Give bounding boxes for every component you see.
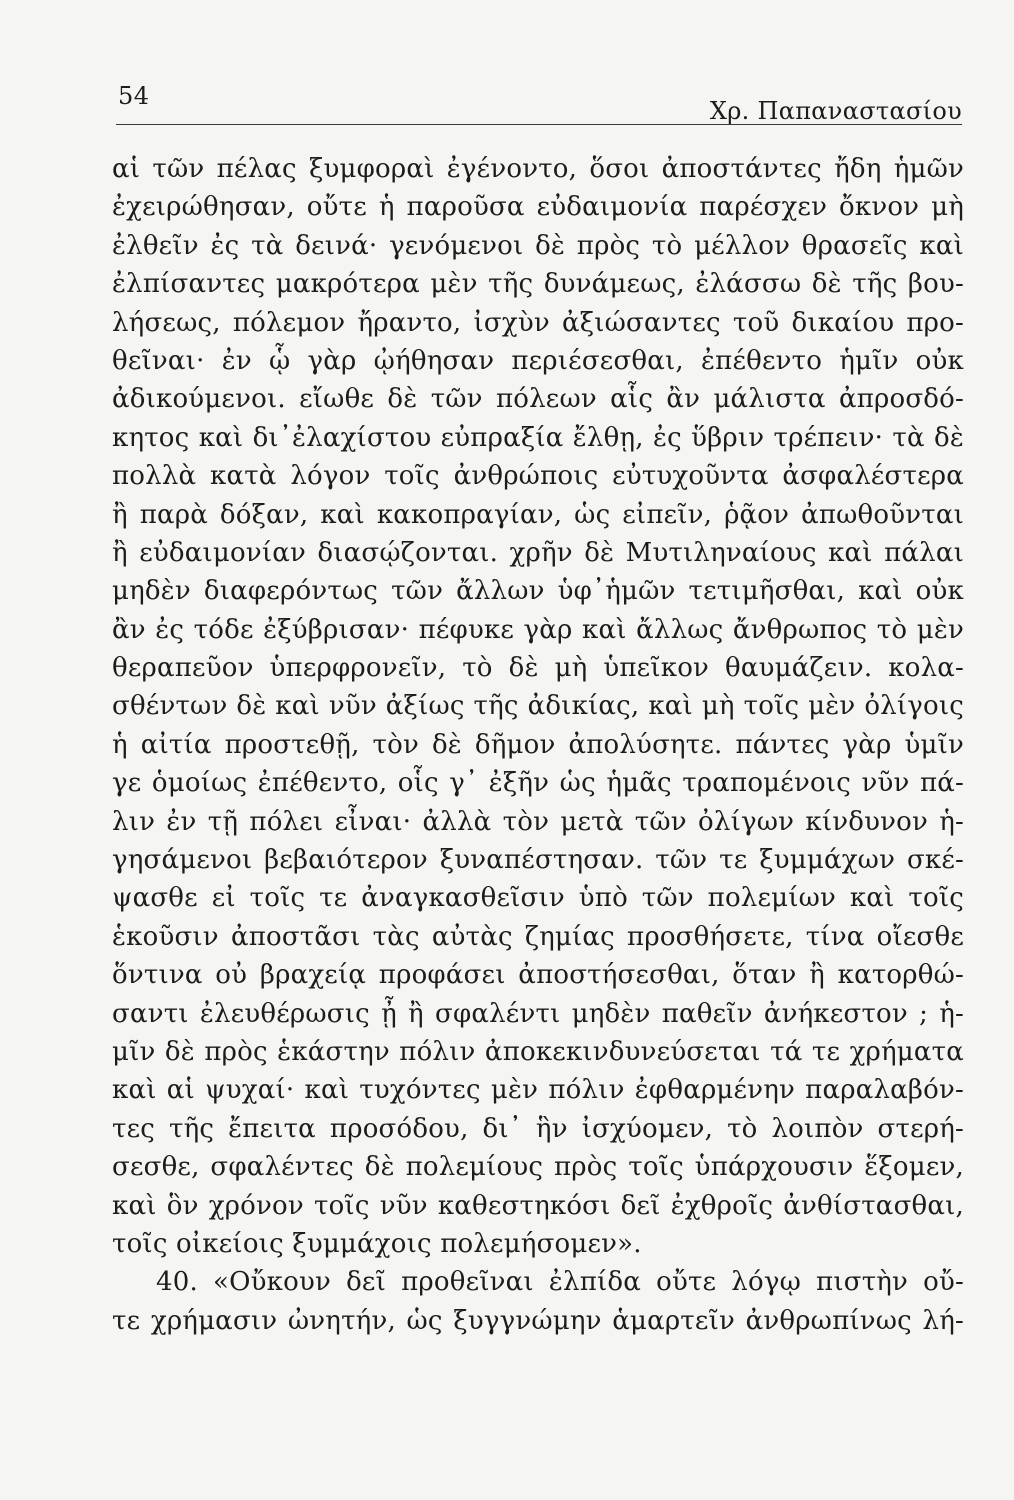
header-rule (116, 124, 962, 125)
text-line: ὅντινα οὐ βραχείᾳ προφάσει ἀποστήσεσθαι, ὅταν ἢ κατορθώ- (112, 960, 964, 991)
text-line: θεῖναι· ἐν ᾧ γὰρ ᾠήθησαν περιέσεσθαι, ἐπέθεντο ἡμῖν οὐκ (112, 345, 964, 376)
text-line: λιν ἐν τῇ πόλει εἶναι· ἀλλὰ τὸν μετὰ τῶν ὀλίγων κίνδυνον ἡ- (112, 806, 964, 837)
text-line: ἑκοῦσιν ἀποστᾶσι τὰς αὐτὰς ζημίας προσθήσετε, τίνα οἴεσθε (112, 921, 964, 952)
text-line: πολλὰ κατὰ λόγον τοῖς ἀνθρώποις εὐτυχοῦντα ἀσφαλέστερα (112, 461, 964, 492)
text-line: ἀδικούμενοι. εἴωθε δὲ τῶν πόλεων αἷς ἂν μάλιστα ἀπροσδό- (112, 384, 964, 415)
text-line: μῖν δὲ πρὸς ἑκάστην πόλιν ἀποκεκινδυνεύσεται τά τε χρήματα (112, 1036, 964, 1067)
text-line: τες τῆς ἔπειτα προσόδου, δι᾽ ἣν ἰσχύομεν, τὸ λοιπὸν στερή- (112, 1113, 964, 1144)
section-40-start-line: 40. «Οὔκουν δεῖ προθεῖναι ἐλπίδα οὔτε λόγῳ πιστὴν οὔ- (156, 1267, 964, 1298)
text-line: ψασθε εἰ τοῖς τε ἀναγκασθεῖσιν ὑπὸ τῶν πολεμίων καὶ τοῖς (112, 883, 964, 914)
text-line: μηδὲν διαφερόντως τῶν ἄλλων ὑφ᾽ἡμῶν τετιμῆσθαι, καὶ οὐκ (112, 576, 964, 607)
text-line: ἐχειρώθησαν, οὔτε ἡ παροῦσα εὐδαιμονία παρέσχεν ὄκνον μὴ (112, 192, 964, 223)
text-line: σθέντων δὲ καὶ νῦν ἀξίως τῆς ἀδικίας, καὶ μὴ τοῖς μὲν ὀλίγοις (112, 691, 964, 722)
text-line: κητος καὶ δι᾽ἐλαχίστου εὐπραξία ἔλθῃ, ἐς ὕβριν τρέπειν· τὰ δὲ (112, 422, 964, 453)
text-line: ἂν ἐς τόδε ἐξύβρισαν· πέφυκε γὰρ καὶ ἄλλως ἄνθρωπος τὸ μὲν (112, 614, 964, 645)
text-line: ἡ αἰτία προστεθῇ, τὸν δὲ δῆμον ἀπολύσητε. πάντες γὰρ ὑμῖν (112, 729, 964, 760)
text-line: γε ὁμοίως ἐπέθεντο, οἷς γ᾽ ἐξῆν ὡς ἡμᾶς τραπομένοις νῦν πά- (112, 768, 964, 799)
text-line: αἱ τῶν πέλας ξυμφοραὶ ἐγένοντο, ὅσοι ἀποστάντες ἤδη ἡμῶν (112, 154, 964, 184)
text-line: καὶ αἱ ψυχαί· καὶ τυχόντες μὲν πόλιν ἐφθαρμένην παραλαβόν- (112, 1075, 964, 1106)
text-line: καὶ ὃν χρόνον τοῖς νῦν καθεστηκόσι δεῖ ἐχθροῖς ἀνθίστασθαι, (112, 1190, 964, 1221)
text-line: τε χρήμασιν ὠνητήν, ὡς ξυγγνώμην ἁμαρτεῖν ἀνθρωπίνως λή- (112, 1305, 964, 1336)
text-line: σαντι ἐλευθέρωσις ᾖ ἢ σφαλέντι μηδὲν παθεῖν ἀνήκεστον ; ἡ- (112, 998, 964, 1029)
text-line: λήσεως, πόλεμον ἤραντο, ἰσχὺν ἀξιώσαντες τοῦ δικαίου προ- (112, 307, 964, 338)
paragraph-end-line: τοῖς οἰκείοις ξυμμάχοις πολεμήσομεν». (112, 1228, 642, 1259)
text-line: θεραπεῦον ὑπερφρονεῖν, τὸ δὲ μὴ ὑπεῖκον θαυμάζειν. κολα- (112, 653, 964, 684)
text-line: γησάμενοι βεβαιότερον ξυναπέστησαν. τῶν τε ξυμμάχων σκέ- (112, 845, 964, 876)
text-line: ἢ παρὰ δόξαν, καὶ κακοπραγίαν, ὡς εἰπεῖν, ῥᾷον ἀπωθοῦνται (112, 499, 964, 530)
text-line: ἐλπίσαντες μακρότερα μὲν τῆς δυνάμεως, ἐλάσσω δὲ τῆς βου- (112, 269, 964, 300)
text-line: ἐλθεῖν ἐς τὰ δεινά· γενόμενοι δὲ πρὸς τὸ μέλλον θρασεῖς καὶ (112, 230, 964, 261)
page-number: 54 (118, 82, 150, 110)
body-text (112, 150, 964, 1340)
running-head-author: Χρ. Παπαναστασίου (709, 97, 962, 125)
text-line: ἢ εὐδαιμονίαν διασῴζονται. χρῆν δὲ Μυτιληναίους καὶ πάλαι (112, 537, 964, 568)
text-line: σεσθε, σφαλέντες δὲ πολεμίους πρὸς τοῖς ὑπάρχουσιν ἕξομεν, (112, 1152, 964, 1183)
